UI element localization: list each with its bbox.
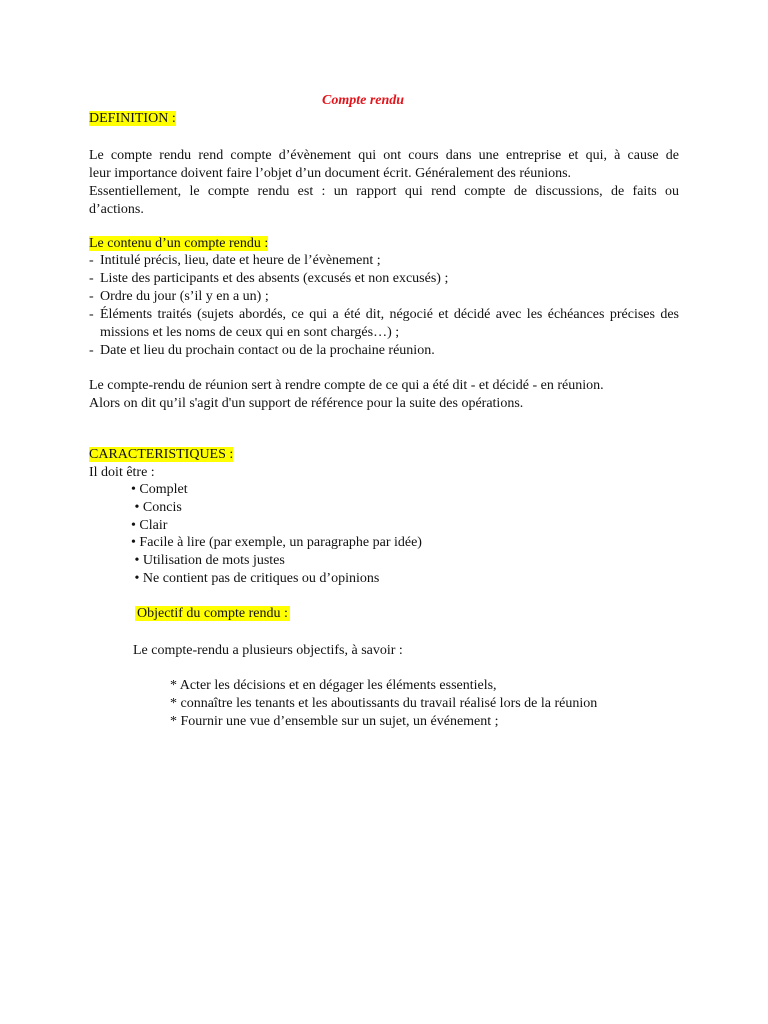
caracteristiques-list (131, 481, 422, 588)
caracteristiques-intro: Il doit être : (89, 465, 155, 480)
caracteristique-item: • Concis (131, 499, 182, 515)
caracteristiques-heading-text: CARACTERISTIQUES : (89, 447, 234, 462)
caracteristique-item: • Utilisation de mots justes (131, 553, 285, 569)
contenu-paragraph (89, 377, 679, 413)
document-title: Compte rendu (322, 93, 405, 108)
contenu-item: - Liste des participants et des absents (excusés et non excusés) ; (89, 271, 449, 286)
contenu-para-line-2: Alors on dit qu’il s'agit d'un support de référence pour la suite des opérations. (89, 396, 524, 411)
contenu-item: - Intitulé précis, lieu, date et heure de l’évènement ; (89, 253, 381, 268)
definition-heading-text: DEFINITION : (89, 111, 176, 126)
objectif-intro: Le compte-rendu a plusieurs objectifs, à savoir : (133, 643, 403, 658)
definition-line-3: Essentiellement, le compte rendu est : un rapport qui rend compte de discussions, de faits ou (89, 184, 679, 199)
contenu-heading-text: Le contenu d’un compte rendu : (89, 236, 269, 251)
objectif-item: * connaître les tenants et les aboutissants du travail réalisé lors de la réunion (170, 696, 598, 711)
objectif-item: * Acter les décisions et en dégager les éléments essentiels, (170, 678, 497, 693)
contenu-heading (89, 235, 268, 253)
caracteristique-item: • Facile à lire (par exemple, un paragraphe par idée) (131, 535, 422, 551)
contenu-para-line-1: Le compte-rendu de réunion sert à rendre compte de ce qui a été dit - et décidé - en réunion. (89, 378, 604, 393)
definition-line-1: Le compte rendu rend compte d’évènement qui ont cours dans une entreprise et qui, à cause de (89, 148, 679, 163)
caracteristique-item: • Complet (131, 482, 188, 497)
objectif-list (170, 677, 597, 731)
caracteristique-item: • Ne contient pas de critiques ou d’opinions (131, 570, 380, 586)
caracteristiques-heading (89, 446, 233, 464)
caracteristique-item: • Clair (131, 517, 168, 533)
contenu-list (89, 252, 679, 360)
contenu-item: - Éléments traités (sujets abordés, ce qui a été dit, négocié et décidé avec les échéances précises des missions et les noms de ceux qui en sont chargés…) ; (89, 307, 679, 340)
contenu-item: - Date et lieu du prochain contact ou de la prochaine réunion. (89, 343, 435, 358)
objectif-heading (135, 605, 290, 623)
objectif-heading-text: Objectif du compte rendu : (137, 606, 288, 621)
definition-paragraph (89, 147, 679, 219)
definition-line-4: d’actions. (89, 202, 144, 217)
objectif-item: * Fournir une vue d’ensemble sur un sujet, un événement ; (170, 714, 499, 729)
definition-heading (89, 110, 176, 128)
definition-line-2: leur importance doivent faire l’objet d’un document écrit. Généralement des réunions. (89, 166, 572, 181)
contenu-item: - Ordre du jour (s’il y en a un) ; (89, 289, 269, 304)
